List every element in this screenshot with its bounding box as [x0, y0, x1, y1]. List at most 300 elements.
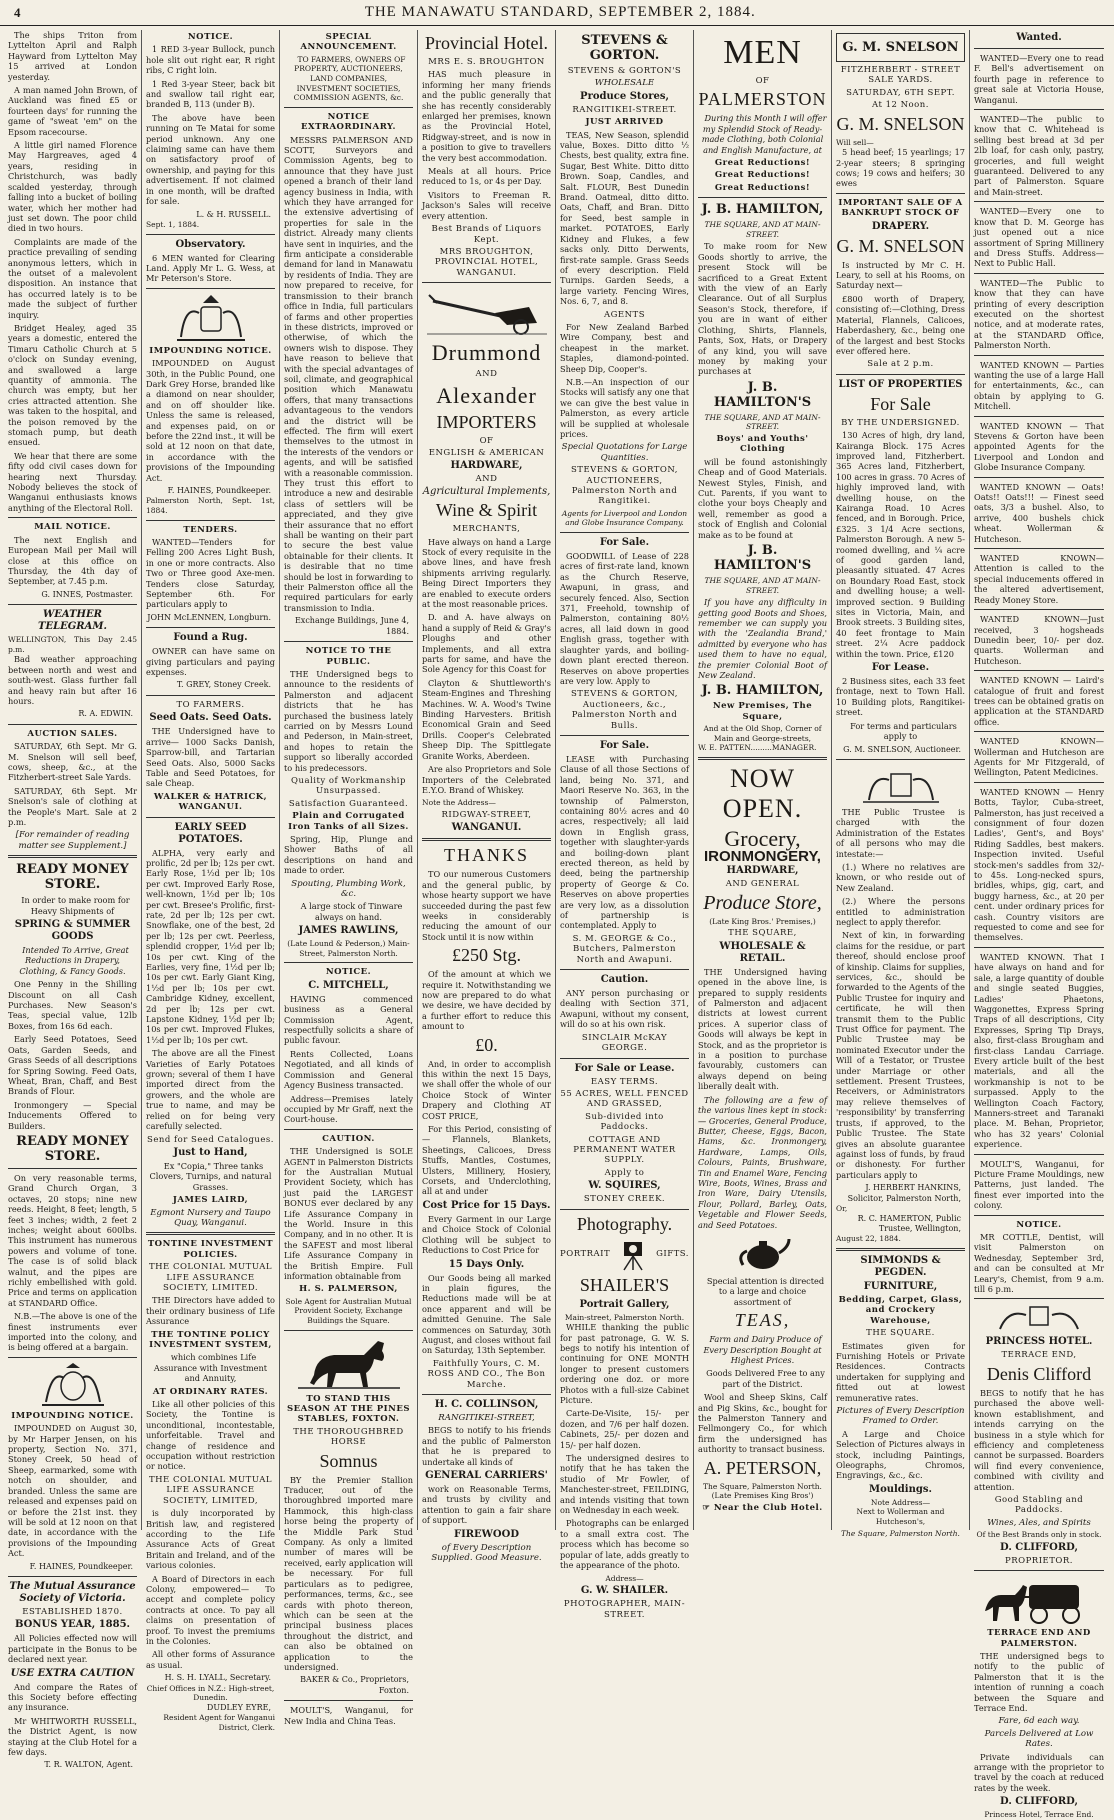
delivery: Goods Delivered Free to any part of the District. — [706, 1368, 825, 1389]
seed-oats-heading: Seed Oats. Seed Oats. — [149, 712, 272, 724]
teapot-icon — [733, 1233, 793, 1273]
wanted-item: WANTED KNOWN — That Stevens & Gorton have been appointed Agents for the Liverpool and London and Globe Insurance Company. — [974, 420, 1104, 473]
cml-heading: THE COLONIAL MUTUAL LIFE ASSURANCE SOCIETY, LIMITED. — [148, 1262, 273, 1293]
firewood: FIREWOOD — [453, 1528, 520, 1540]
auction-item: SATURDAY, 6th Sept. Mr G. M. Snelson will sell beef, cows, sheep, &c., at the Fitzherbert-street Sale Yards. — [8, 741, 137, 783]
merchants: MERCHANTS, — [452, 524, 521, 535]
jb-hamilton-address: THE SQUARE, AND AT MAIN-STREET. — [704, 575, 821, 595]
thanks-body: Every Garment in our Large and Choice Stock of Colonial Clothing will be subject to Reductions to Cost Price for — [422, 1213, 551, 1256]
produce-store: Produce Store, — [703, 891, 822, 914]
sp-body: Estimates given for Furnishing Hotels or Private Residences. Contracts undertaken for supplying and fitted out at lowest remunerative rates. — [836, 1340, 965, 1403]
pictures-line: Pictures of Every Description Framed to Order. — [836, 1406, 965, 1427]
organ-for-sale: On very reasonable terms, Grand Church Organ, 3 octaves, 20 stops; nine new reeds. Height, 8 feet; length, 5 feet 3 inches; width, 2 feet 2 inches; weight about 600lbs. This instrument has numerous powers and volume of tone. The case is of solid black walnut, and the pipes are richly embellished with gold. Price and terms on application at STANDARD Office. — [8, 1172, 137, 1308]
photography-heading: Photography. — [576, 1213, 673, 1234]
ready-money-body: Ironmongery — Special Inducements Offered to Builders. — [8, 1099, 137, 1131]
terms-line: For terms and particulars apply to — [850, 720, 957, 742]
private-line: Private individuals can arrange with the proprietor to travel by the coach at reduced rates by the week. — [974, 1751, 1104, 1793]
column-5 — [556, 30, 694, 1620]
for-sale-signature: STEVENS & GORTON, Auctioneers, &c., Palmerston North and Bulls. — [570, 689, 678, 731]
peterson-address: The Square, Palmerston North. (Late Premises King Bros') — [703, 1481, 822, 1501]
thanks-body: TO our numerous Customers and the general public, by whose hearty support we have succeeded during the past few weeks in considerably reducing the amount of our Stock until it is now within — [422, 869, 551, 942]
saturday-line: SATURDAY, 6TH SEPT. — [846, 87, 955, 98]
now-open: NOW OPEN. — [722, 764, 803, 823]
seed-oats-body: THE Undersigned have to arrive— 1000 Sacks Danish, Sparrow-bill, and Tartarian Seed Oats. Also, 5000 Sacks Table and Seed Potatoes, for sale Cheap. — [146, 726, 275, 789]
lease-body: 2 Business sites, each 33 feet frontage, next to Town Hall. 10 Building plots, Rangitikei-street. — [836, 676, 965, 718]
impounding-date: Palmerston North, Sept. 1st, 1884. — [146, 496, 275, 515]
wine-spirit: Wine & Spirit — [435, 500, 538, 521]
fifteen-days: 15 Days Only. — [448, 1258, 525, 1270]
english-american: ENGLISH & AMERICAN — [428, 447, 545, 458]
men-heading: MEN — [723, 34, 802, 71]
tontine-system-body: which combines Life Assurance with Investment and Annuity, — [153, 1352, 268, 1384]
just-arrived: JUST ARRIVED — [585, 117, 664, 128]
impounding-signature: F. HAINES, Poundkeeper. — [167, 486, 271, 495]
shailer-prices: Carte-De-Visite, 15/- per dozen, and 7/6 per half dozen. Cabinets, 25/- per dozen and 15/- per half dozen. — [560, 1408, 689, 1450]
news-item: Bridget Healey, aged 35 years a domestic, entered the Timaru Catholic Church at 5 o'clock on Sunday evening, and swallowed a large quantity of ammonia. The church was empty, but her cries attracted attention. She was taken to the hospital, and the poison removed by the stomach pump, but death ensued. — [8, 322, 137, 448]
found-rug-heading: Found a Rug. — [173, 632, 248, 644]
stevens-gorton-heading: STEVENS & GORTON. — [581, 33, 668, 63]
drapery: DRAPERY. — [871, 220, 930, 232]
tontine-system-heading: THE TONTINE POLICY INVESTMENT SYSTEM, — [149, 1329, 272, 1350]
established-line: ESTABLISHED 1870. — [22, 1606, 123, 1617]
news-item: We hear that there are some fifty odd civil cases down for hearing next Thursday. Nobody believes the stock of Wanganui enthusiasts knows anything of the Electoral Roll. — [8, 450, 137, 513]
portrait-word: PORTRAIT — [560, 1249, 611, 1260]
ready-money-store-heading: READY MONEY STORE. — [16, 862, 129, 893]
hotel-crest-icon — [994, 1303, 1084, 1333]
wanted-item: WANTED KNOWN — Laird's catalogue of fruit and forest trees can be obtained gratis on application at the STANDARD office. — [974, 675, 1104, 727]
wanted-item: WANTED—The Public to know that they can have printing of every description executed on the shortest notice, and at moderate rates, at the STANDARD Office, Palmerston North. — [974, 277, 1104, 351]
thanks-body: For this Period, consisting of— Flannels, Blankets, Sheetings, Calicoes, Dress Stuffs, Mantles, Costumes, Ulsters, Millinery, Hosiery, Corsets, and Underclothing, all at and under — [422, 1124, 551, 1197]
cost-price: Cost Price for 15 Days. — [422, 1199, 551, 1211]
hotel-visitors: Visitors to Freeman R. Jackson's Sales will receive every attention. — [422, 189, 551, 221]
observatory-body: 6 MEN wanted for Clearing Land. Apply Mr L. G. Wess, at Mr Peterson's Store. — [146, 252, 275, 284]
bankrupt-body: £800 worth of Drapery, consisting of:—Clothing, Dress Material, Flannels, Calicoes, Haberdashery, &c., being one of the largest and best Stocks ever offered here. — [836, 293, 965, 356]
royal-arms-icon — [175, 293, 247, 343]
notice-extraordinary-heading: NOTICE EXTRAORDINARY. — [301, 111, 396, 133]
mouldings: Mouldings. — [869, 1483, 932, 1495]
wanted-item: WANTED—The public to know that C. Whitehead is selling best bread at 3d per 2lb loaf, for cash only, pastry, groceries, and full weight guaranteed. Delivered to any part of Palmerston. Square and Main-street. — [974, 114, 1104, 197]
farm-produce: Farm and Dairy Produce of Every Description Bought at Highest Prices. — [703, 1334, 822, 1365]
easy-terms: EASY TERMS. — [590, 1076, 659, 1087]
wanted-item: MOULT'S, Wanganui, for Picture Frame Mouldings, new Patterns, just landed. The finest ever imported into the colony. — [974, 1158, 1104, 1211]
mail-notice-signature: G. INNES, Postmaster. — [41, 589, 133, 599]
horse-heading: THE THOROUGHBRED HORSE — [293, 1426, 404, 1448]
coat-of-arms-icon — [38, 1362, 108, 1408]
properties-list: 130 Acres of high, dry land, Kairanga Block. 175 Acres improved land, Fitzherbert. 365 Acres land, Fitzherbert, 100 acres in grass. 70 Acres of highly improved land, with dwelling house, on the Kairanga Road. 10 Acres fenced, and in Borough. Price, £325. 3 1/4 Acre sections, Palmerston Borough. A new 5-roomed dwelling, and ¼ acre of good garden land, pleasantly situated. 47 Acres on Boundary Road East, stock and dwelling house; a well-improved section. 9 Building sites in Victoria, Main, and Brook streets. 3 Building sites, 40 feet frontage to Main street. 2¼ Acre paddock within the town. Price, £120 — [836, 430, 965, 659]
to-farmers-heading: TO FARMERS. — [176, 699, 245, 710]
bankrupt-heading: IMPORTANT SALE OF A BANKRUPT STOCK OF — [838, 197, 963, 219]
spring-summer-goods: SPRING & SUMMER GOODS — [14, 919, 131, 943]
furniture: FURNITURE, — [863, 1280, 938, 1292]
auction-item: SATURDAY, 6th Sept. Mr Snelson's sale of clothing at the People's Mart. Sale at 2 p.m. — [8, 785, 137, 827]
bonus-body: All Policies effected now will participate in the Bonus to be declared next year. — [8, 1633, 137, 1665]
produce-stores: Produce Stores, — [580, 90, 669, 102]
agents-heading: AGENTS — [603, 309, 646, 320]
agricultural-implements: Agricultural Implements, — [422, 485, 551, 497]
mitchell-name: C. MITCHELL, — [308, 979, 389, 991]
stoney-creek: STONEY CREEK. — [583, 1194, 666, 1205]
ordinary-rates: AT ORDINARY RATES. — [152, 1386, 269, 1397]
shailer-signature: G. W. SHAILER. — [580, 1585, 669, 1597]
impounding-body: IMPOUNDED on August 30, by Mr Harper Jensen, on his property, Section No. 371, Stoney Creek, 50 head of Sheep, earmarked, some with notch on shoulder, and branded. Unless the same are released and expenses paid on or before the 21st inst. they will be sold at 12 noon on that date, in accordance with the provisions of the Impounding Act. — [8, 1423, 137, 1559]
store-list: The following are a few of the various lines kept in stock:— Groceries, General Produce, Butter, Cheese, Eggs, Bacon, Hams, &c. Ironmongery, Hardware, Lamps, Oils, Colours, Paints, Brushware, Tin and Enamel Ware, Fencing Wire, Boots, Wines, Brass and Iron Ware, Dairy Utensils, Flour, Pollard, Barley, Oats, Vegetable and Flower Seeds, and Seed Potatoes. — [698, 1094, 827, 1230]
hotel-signature: MRS BROUGHTON, PROVINCIAL HOTEL, WANGANUI. — [434, 246, 539, 278]
note-address: Note Address— — [870, 1497, 931, 1507]
for-sale-body: LEASE with Purchasing Clause of all those Sections of land, being No. 371, and Maori Reserve No. 363, in the township of Palmerston, containing 80½ acres and 40 acres, respectively; all laid down in English grass, together with slaughter-yards and boiling-down plant erected thereon, as held by deed, being the partnership property of George & Co. Reserves on above properties are very low, as a dissolution of partnership is contemplated. Apply to — [560, 753, 689, 931]
mitchell-body: Address—Premises lately occupied by Mr Graff, next the Court-house. — [284, 1093, 413, 1125]
wanted-item: WANTED KNOWN — Parties wanting the use of a large Hall for entertainments, &c., can obtain by applying to G. Mitchell. — [974, 359, 1104, 412]
sale-time: Sale at 2 p.m. — [867, 359, 934, 370]
teas: TEAS, — [734, 1310, 791, 1331]
weather-body: Bad weather approaching between north and west and south-west. Glass further fall and heavy rain but after 16 hours. — [8, 654, 137, 706]
tontine-heading: TONTINE INVESTMENT POLICIES. — [147, 1239, 274, 1260]
weather-signature: R. A. EDWIN. — [78, 709, 133, 719]
sg-agents: For New Zealand Barbed Wire Company, best and cheapest in the market. Staples, diamond-pointed. Sheep Dip, Cooper's. — [560, 321, 689, 374]
column-1 — [4, 30, 142, 1770]
near-club-hotel: ☞ Near the Club Hotel. — [702, 1502, 823, 1513]
squires-name: W. SQUIRES, — [588, 1180, 661, 1192]
trustee-item: (2.) Where the persons entitled to administration neglect to apply therefor. — [836, 896, 965, 927]
notice-body: 1 RED 3-year Bullock, punch hole slit out right ear, R right ribs, C right loin. — [146, 44, 275, 76]
observatory-heading: Observatory. — [175, 238, 246, 250]
coach-heading: TERRACE END AND PALMERSTON. — [987, 1628, 1091, 1649]
horse-body: BY the Premier Stallion Traducer, out of the thoroughbred imported mare Hammock, this high-class horse being the property of the Middle Park Stud Company. As only a limited number of mares will be received, early application will be necessary. For full particulars as to pedigree, performances, terms, &c., see cards with photo thereon, which can be seen at the principal business places throughout the district, and can also be obtained on application to the undersigned. — [284, 1474, 413, 1672]
sg-signature: STEVENS & GORTON, AUCTIONEERS, Palmerston North and Rangitikei. — [570, 465, 678, 507]
hotel-body: HAS much pleasure in informing her many friends and the public generally that she has recently considerably enlarged her premises, known as the Provincial Hotel, Ridgway-street, and is now in a position to give to travellers the very best accommodation. — [422, 69, 551, 163]
organ-note: N.B.—The above is one of the finest instruments ever imported into the colony, and is being offered at a bargain. — [8, 1311, 137, 1353]
caution-body: THE Undersigned is SOLE AGENT in Palmerston Districts for the Australian Mutual Provident Society, which has just paid the LARGEST BONUS ever declared by any Life Assurance Company in the World. Insure in this Company, and in no other. It is the SAFEST and most liberal Life Assurance Company in the British Empire. Full information obtainable from — [284, 1146, 413, 1281]
column-7 — [832, 30, 970, 1538]
notice-body: 1 Red 3-year Steer, back bit and swallow tail right ear, branded B, 113 (under B). — [146, 78, 275, 110]
ready-money-body: Early Seed Potatoes, Seed Oats, Garden Seeds, and Grass Seeds of all descriptions for Spring Sowing. Feed Oats, Wheat, Bran, Chaff, and Best Brands of Flour. — [8, 1034, 137, 1097]
wanted-item: WANTED KNOWN—Wollerman and Hutcheson are Agents for Mr Fitzgerald, of Wellington, Patent Medicines. — [974, 736, 1104, 778]
princess-body: BEGS to notify that he has purchased the above well-known establishment, and intends carrying on the business in a style which for efficiency and completeness cannot be surpassed. Boarders will find every convenience, combined with civility and attention. — [974, 1387, 1104, 1492]
brands-line: Of the Best Brands only in stock. — [976, 1530, 1102, 1540]
grocery: Grocery, — [724, 826, 801, 851]
caution-heading: Caution. — [600, 974, 649, 986]
column-4 — [418, 30, 556, 1564]
hotel-liquors: Best Brands of Liquors Kept. — [431, 224, 542, 245]
collinson-body: work on Reasonable Terms, and trusts by civility and attention to gain a fair share of support. — [422, 1484, 551, 1526]
spouting-line: Spouting, Plumbing Work, &c. — [291, 878, 406, 900]
wanted-item: WANTED—Every one to know that D. M. George has just opened out a nice assortment of Spring Millinery and Dress Stuffs. Address—Next to Public Hall. — [974, 206, 1104, 269]
trustee-item: (1.) Where no relatives are known, or who reside out of New Zealand. — [836, 861, 965, 893]
jb-hamilton-heading: J. B. HAMILTON, — [701, 683, 824, 699]
subdivided-line: Sub-divided into Paddocks. — [585, 1111, 664, 1133]
ready-money-body: Intended To Arrive, Great Reductions in Drapery, Clothing, & Fancy Goods. — [19, 945, 129, 976]
caution-heading: CAUTION. — [322, 1133, 375, 1144]
manager-line: W. E. PATTEN.........MANAGER. — [698, 743, 817, 753]
extra-caution-heading: USE EXTRA CAUTION — [10, 1667, 135, 1679]
boots-body: If you have any difficulty in getting good Boots and Shoes, remember we can supply you with the 'Zealandia Brand,' admitted by everyone who has used them to have no equal, the premier Colonial Boot of New Zealand. — [698, 597, 827, 680]
impounding-body: IMPOUNDED on August 30th, in the Public Pound, one Dark Grey Horse, branded like a diamond on near shoulder, and on off shoulder like. Unless the same is released, and expenses paid, on or before the 22nd inst., it will be sold at 12 noon on that date, in accordance with the provisions of the Impounding Act. — [146, 358, 275, 483]
bedding-line: Bedding, Carpet, Glass, and Crockery Warehouse, — [838, 1294, 963, 1326]
cml-body: Like all other policies of this Society, the Tontine is unconditional, incontestable, unforfeitable. Travel and change of residence and occupation without restriction or notice. — [146, 1399, 275, 1472]
mail-notice-body: The next English and European Mail per Mail will close at this office on Thursday, the 4th day of September, at 7.45 p.m. — [8, 534, 137, 587]
agent-signature: T. R. WALTON, Agent. — [44, 1760, 133, 1770]
of-word: OF — [755, 76, 770, 86]
iron-tanks-body: Spring, Hip, Plunge and Shower Baths of all descriptions on hand and made to order. — [284, 834, 413, 876]
column-2 — [142, 30, 280, 1732]
cml-body: is duly incorporated by British law, and registered according to the Life Assurance Acts of Great Britain and Ireland, and of the various colonies. — [146, 1508, 275, 1571]
stevens-gorton-sub: STEVENS & GORTON'S — [567, 66, 682, 76]
mutual-assurance-heading: The Mutual Assurance Society of Victoria. — [9, 1580, 136, 1604]
news-item: Complaints are made of the practice prevailing of sending anonymous letters, which in the outset of a malevolent disposition. An instance that has occurred lately is to be made the subject of further inquiry. — [8, 236, 137, 320]
hardware: HARDWARE, — [726, 865, 799, 877]
just-to-hand-body: Ex "Copia," Three tanks Clovers, Turnips, and natural Grasses. — [149, 1160, 272, 1192]
walker-hatrick: WALKER & HATRICK, WANGANUI. — [153, 791, 268, 813]
cml-body: THE Directors have added to their ordinary business of Life Assurance — [146, 1295, 275, 1327]
sale-lease-heading: For Sale or Lease. — [574, 1062, 675, 1074]
impounding-heading: IMPOUNDING NOTICE. — [149, 345, 272, 356]
shailer-body: WHILE thanking the public for past patronage, G. W. S. begs to notify his intention of continuing for ONE MONTH longer to present customers ordering one doz. or more Photos with a full-size Cabinet Picture. — [560, 1322, 689, 1405]
teas-body: Special attention is directed to a large and choice assortment of — [706, 1275, 825, 1307]
princess-hotel: PRINCESS HOTEL. — [985, 1336, 1093, 1348]
clifford-address: Princess Hotel, Terrace End. — [984, 1810, 1094, 1820]
wanted-item: WANTED KNOWN — Henry Botts, Taylor, Cuba-street, Palmerston, has just received a consignment of four dozen Ladies', Gent's, and Boys' Riding Saddles, best makers. Inspection invited. Useful stock-men's saddles from 32/- to 45s. Long-necked spurs, bridles, whips, gig, cart, and buggy harness, &c., at 20 per cent. under ordinary prices for cash. Country visitors are requested to come and see for themselves. — [974, 786, 1104, 943]
provincial-hotel-heading: Provincial Hotel. — [425, 33, 548, 53]
caution-address: Sole Agent for Australian Mutual Provident Society, Exchange Buildings the Square. — [285, 1296, 412, 1325]
terrace-end: TERRACE END, — [1001, 1350, 1077, 1361]
drummond-also: Are also Proprietors and Sole Importers of the Celebrated E.Y.O. Brand of Whiskey. — [422, 764, 551, 795]
pointing-hand-icon: ☞ — [702, 1502, 714, 1513]
and-general: AND GENERAL — [725, 879, 800, 890]
ready-money-body: One Penny in the Shilling Discount on all Cash Purchases. New Season's Teas, special value, 12lb Boxes, from 16s 6d each. — [8, 979, 137, 1031]
for-sale-heading: For Sale. — [599, 739, 650, 751]
gms-signature: G. M. SNELSON, Auctioneer. — [843, 744, 961, 754]
great-reductions: Great Reductions! — [714, 158, 811, 169]
cml-body: A Board of Directors in each Colony, empowered— To accept and complete policy contracts at once. To pay all claims on presentation of proof. To invest the premiums in the Colonies. — [146, 1573, 275, 1646]
moult-ad: MOULT'S, Wanganui, for New India and China Teas. — [284, 1705, 413, 1726]
satisfaction-line: Satisfaction Guaranteed. — [288, 798, 409, 809]
tinware-line: A large stock of Tinware always on hand. — [300, 901, 403, 922]
laird-address: Egmont Nursery and Taupo Quay, Wanganui. — [150, 1207, 271, 1228]
wanted-item: WANTED KNOWN—Attention is called to the special inducements offered in the altered advertisement, Ready Money Store. — [974, 553, 1104, 605]
ready-money-body: In order to make room for Heavy Shipments of — [21, 895, 130, 916]
coach-body: THE undersigned begs to notify to the public of Palmerston that it is the intention of running a coach between the Square and Terrace End. — [974, 1650, 1104, 1713]
potato-body: The above are all the Finest Varieties of Early Potatoes grown; several of them I have imported direct from the growers, and the whole are true to name, and may be relied on for being very carefully selected. — [146, 1048, 275, 1132]
for-sale-signature: S. M. GEORGE & Co., Butchers, Palmerston North and Awapuni. — [572, 933, 677, 965]
gms-heading: G. M. SNELSON — [836, 113, 965, 134]
tenders-heading: TENDERS. — [183, 524, 238, 535]
collinson-body: BEGS to notify to his friends and the public of Palmerston that he is prepared to undertake all kinds of — [422, 1425, 551, 1467]
general-carriers: GENERAL CARRIERS' — [425, 1470, 548, 1481]
trustee-body: Next of kin, in forwarding claims for the residue, or part thereof, should enclose proof of kinship. Claims for supplies, services, &c., should be forwarded to the Agents of the Public Trustee for inquiry and certificate, he will then transmit them to the Public Trust Office for payment. The Public Trustee may be nominated Executor under the Will of a Testator, or Trustee under Marriage or other settlement. Present Trustees, Receivers, or Administrators may relieve themselves of 'responsibility' by transferring trusts, if approved, to the Public Trustee. The State gives an absolute guarantee against loss of funds, by fraud or dishonesty. For further particulars apply to — [836, 930, 965, 1180]
amount-stg: £250 Stg. — [451, 945, 521, 966]
collinson-name: H. C. COLLINSON, — [434, 1398, 539, 1410]
noon-line: At 12 Noon. — [872, 100, 929, 111]
column-8 — [970, 30, 1108, 1820]
old-shop: And at the Old Shop, Corner of Main and George-streets, — [703, 724, 822, 743]
iron-tanks-heading: Plain and Corrugated Iron Tanks of all Sizes. — [288, 811, 409, 832]
drummond-address: RIDGWAY-STREET, — [441, 809, 532, 820]
seed-catalogues: Send for Seed Catalogues. — [147, 1134, 274, 1145]
rawlins-name: JAMES RAWLINS, — [298, 925, 399, 937]
notice-heading: NOTICE. — [187, 32, 234, 42]
news-item: A little girl named Florence May Hargreaves, aged 4 years, residing in Christchurch, was badly scalded yesterday, through falling into a bucket of boiling water, which her mother had just set down. The poor child died in two hours. — [8, 140, 137, 234]
cml-address: Chief Offices in N.Z.: High-street, Dunedin. — [146, 1683, 275, 1703]
of-word: OF — [479, 435, 494, 446]
notice-heading: NOTICE. — [1016, 1219, 1062, 1230]
notice-public-heading: NOTICE TO THE PUBLIC. — [305, 646, 392, 667]
thanks-signature: Faithfully Yours, C. M. ROSS AND CO., The Bon Marche. — [427, 1358, 546, 1390]
will-sell: Will sell— — [836, 137, 874, 147]
cml-heading: THE COLONIAL MUTUAL LIFE ASSURANCE SOCIETY, LIMITED, — [148, 1474, 273, 1506]
rangitikei-street: RANGITIKEI-STREET. — [572, 104, 677, 115]
supplement-note: [For remainder of reading matter see Supplement.] — [15, 830, 130, 851]
by-undersigned: BY THE UNDERSIGNED. — [841, 417, 960, 428]
notice-date: Sept. 1, 1884. — [146, 219, 200, 229]
mitchell-body: HAVING commenced business as a General Commission Agent, respectfully solicits a share of public favour. — [284, 993, 413, 1046]
special-quotations: Special Quotations for Large Quantities. — [561, 442, 688, 463]
cml-agent-title: Resident Agent for Wanganui District, Clerk. — [163, 1713, 275, 1732]
drummond: Drummond — [431, 340, 542, 366]
dentist-notice: MR COTTLE, Dentist, will visit Palmerston on Wednesday, September 3rd, and can be consulted at Mr Leary's, Chemist, from 9 a.m. till 6 p.m. — [974, 1232, 1104, 1295]
portrait-gifts-row — [560, 1238, 689, 1272]
shailer-body: The undersigned desires to notify that he has taken the studio of Mr Fowler, of Manchester-street, FEILDING, and intends visiting that town on Wednesday in each week. — [560, 1453, 689, 1516]
alexander: Alexander — [436, 382, 537, 408]
great-reductions: Great Reductions! — [714, 182, 811, 193]
sp-body: A Large and Choice Selection of Pictures always in stock, including Paintings, Oleographs, Chromos, Engravings, &c., &c. — [836, 1428, 965, 1481]
horse-icon — [294, 1335, 404, 1391]
auction-sales-heading: AUCTION SALES. — [27, 728, 118, 739]
drummond-body: D. and A. have always on hand a supply of Reid & Gray's Ploughs and other Implements, and all extra parts for same, and have the Sole Agency for this Coast for — [422, 612, 551, 675]
gallery-address: Main-street, Palmerston North. — [564, 1312, 685, 1322]
importers: IMPORTERS — [436, 411, 537, 432]
sg-list: TEAS, New Season, splendid value, Boxes. Ditto ditto ½ Chests, best quality, extra fine. Sugar, Best White. Ditto ditto Brown. Soap, Candles, and Salt. FLOUR, Best Dunedin Brand. Oatmeal, ditto ditto. Oats, Chaff, and Bran. Ditto for Seed, best sample in market. POTATOES, Early Kidney and Flukes, a few sacks only. Ditto Derwents, first-rate sample. Grass Seeds of every description. Field Turnips. Garden Seeds, a large variety. Fencing Wires, Nos. 6, 7, and 8. — [560, 129, 689, 307]
notice-signature: L. & H. RUSSELL. — [196, 209, 271, 219]
wholesale-retail: WHOLESALE & RETAIL. — [719, 940, 806, 964]
caution-body: And compare the Rates of this Society before effecting any insurance. — [8, 1681, 137, 1713]
for-sale: For Sale — [870, 393, 931, 414]
jb-hamilton-heading: J. B. HAMILTON, — [701, 202, 824, 218]
boys-body: will be found astonishingly Cheap and of Good Materials. Newest Styles, Finish, and Cut. Parents, if you want to clothe your boys Cheaply and well, remember as good a stock of English and Colonial make as to be found at — [698, 456, 827, 540]
column-3 — [280, 30, 418, 1726]
great-reductions: Great Reductions! — [714, 170, 811, 181]
properties-heading: LIST OF PROPERTIES — [838, 378, 963, 390]
mail-notice-heading: MAIL NOTICE. — [34, 522, 111, 533]
jb-hamilton-heading: J. B. HAMILTON'S — [713, 379, 812, 410]
drummond-list: Clayton & Shuttleworth's Steam-Engines and Threshing Machines. W. A. Wood's Twine Binding Harvesters. British Economical Grain and Seed Drills. Cooper's Celebrated Sheep Dip. The Spittlegate Granite Works, Aberdeen. — [422, 677, 551, 761]
gifts-word: GIFTS. — [656, 1249, 689, 1260]
stock-list: 5 head beef; 15 yearlings; 17 2-year steers; 8 springing cows; 19 cows and heifers; 30 ewes — [836, 147, 965, 189]
columns — [4, 30, 1110, 1820]
notice-heading: NOTICE. — [325, 967, 372, 978]
caution-signature: SINCLAIR McKAY GEORGE. — [581, 1032, 668, 1054]
trustee-date: August 22, 1884. — [836, 1234, 901, 1244]
next-to: Next to Wollerman and Hutcheson's, — [856, 1507, 945, 1527]
acres-line: 55 ACRES, WELL FENCED AND GRASSED, — [560, 1088, 689, 1110]
newspaper-title: THE MANAWATU STANDARD, SEPTEMBER 2, 1884. — [364, 4, 756, 20]
hardware: HARDWARE, — [450, 460, 523, 472]
cml-body: All other forms of Assurance as usual. — [146, 1649, 275, 1670]
notice-public-body: THE Undersigned begs to announce to the residents of Palmerston and adjacent districts that he has purchased the business lately carried on by Messrs Lound and Pederson, in Main-street, and hopes to retain the support so liberally accorded to his predecessors. — [284, 668, 413, 773]
men-body: During this Month I will offer my Splendid Stock of Ready-made Clothing, both Colonial and English Manufacture, at — [701, 113, 827, 155]
caution-signature: H. S. PALMERSON, — [299, 1284, 398, 1295]
and-word: AND — [475, 369, 498, 380]
horse-name: Somnus — [319, 1450, 378, 1471]
cottage-line: COTTAGE AND PERMANENT WATER SUPPLY. — [573, 1134, 676, 1166]
found-rug-signature: T. GREY, Stoney Creek. — [176, 680, 271, 690]
the-square: THE SQUARE, — [728, 928, 797, 939]
wanted-heading: Wanted. — [1016, 32, 1062, 43]
potato-list: ALPHA, very early and prolific, 2d per lb; 12s per cwt. Early Rose, 1½d per lb; 10s per cwt. Improved Early Rose, well-known, 1½d per lb; 10s per cwt. Bresee's Prolific, first-rate, 2d per lb; 12s per cwt. Snowflake, one of the best, 2d per lb; 12s per cwt. Peerless, splendid cropper, 1½d per lb; 10s per cwt. King of the Earlies, very fine, 1½d per lb; 10s per cwt. Early Giant King, 1½d per lb; 10s per cwt. Cambridge Kidney, excellent, 2d per lb; 12s per cwt. Lapstone Kidney, 1½d per lb; 10s per cwt. Improved Flukes, 1½d per lb; 10s per cwt. — [146, 847, 275, 1045]
boys-clothing: Boys' and Youths' Clothing — [716, 433, 809, 455]
public-trust-arms-icon — [861, 764, 941, 804]
apply-line: Apply to — [604, 1167, 645, 1178]
laird-name: JAMES LAIRD, — [172, 1195, 249, 1206]
collinson-address: RANGITIKEI-STREET, — [438, 1412, 535, 1423]
fitzherbert-yards: FITZHERBERT - STREET SALE YARDS. — [840, 65, 961, 86]
firewood-sub: of Every Description Supplied. Good Measure. — [431, 1542, 542, 1564]
fare: Fare, 6d each way. — [998, 1716, 1080, 1727]
for-sale-body: GOODWILL of Lease of 228 acres of first-rate land, known as the Church Reserve, Awapuni, in grass, and securely fenced. Also, Section 371, Freehold, township of Palmerston, containing 80½ acres, all laid down in good English grass, together with slaughter yards, and boiling-down plant erected thereon. Reserves on above properties are very low. Apply to — [560, 551, 689, 686]
sg-agent: Agents for Liverpool and London and Globe Insurance Company. — [561, 508, 688, 528]
drummond-note: Note the Address— — [422, 798, 496, 808]
square-palmerston: The Square, Palmerston North. — [841, 1528, 960, 1538]
wines-ales: Wines, Ales, and Spirits — [987, 1517, 1091, 1528]
for-lease: For Lease. — [871, 662, 930, 674]
notice-extraordinary-address: Exchange Buildings, June 4, 1884. — [294, 616, 409, 636]
notice-body: The above have been running on Te Matai for some period unknown. Any one claiming same can have them on satisfactory proof of ownership, and paying for this advertisement. If not claimed in one month, will be drafted for sale. — [146, 112, 275, 207]
mitchell-body: Rents Collected, Loans Negotiated, and all kinds of Commission and General Agency Business transacted. — [284, 1048, 413, 1091]
stand-heading: TO STAND THIS SEASON AT THE PINES STABLES, FOXTON. — [287, 1393, 410, 1425]
shailers-heading: SHAILER'S — [579, 1274, 670, 1295]
or-word: Or, — [836, 1203, 848, 1213]
special-announcement-heading: SPECIAL ANNOUNCEMENT. — [300, 32, 397, 53]
snelson-heading: G. M. SNELSON — [842, 40, 959, 55]
ironmongery: IRONMONGERY, — [704, 848, 821, 865]
tenders-signature: JOHN McLENNEN, Longburn. — [147, 612, 271, 622]
for-sale-heading: For Sale. — [599, 537, 650, 549]
wanted-item: WANTED KNOWN—Just received, 3 hogsheads Dunedin beer, 10/- per doz. quarts. Wollerman and Hutcheson. — [974, 614, 1104, 666]
bankrupt-body: Is instructed by Mr C. H. Leary, to sell at his Rooms, on Saturday next— — [836, 259, 965, 291]
and-word: AND — [475, 474, 498, 485]
thanks-body: And, in order to accomplish this within the next 15 Days, we shall offer the whole of our Choice Stock of Winter Drapery and Clothing AT COST PRICE, — [422, 1058, 551, 1121]
weather-dateline: WELLINGTON, This Day 2.45 p.m. — [8, 635, 137, 654]
notice-extraordinary-body: MESSRS PALMERSON AND SCOTT, Surveyors and Commission Agents, beg to announce that they have just opened a branch of their land agency business in India, with which they have arranged for the extensive advertising of properties for sale in the district. Already many clients have sent in inquiries, and the firm anticipate a considerable demand for land in Manawatu by residents of India. They are now prepared to receive, for transmission to their branch office in India, full particulars of farms and other properties in these districts, improved or otherwise, of which the owners wish to dispose. They have reason to believe that with the special advantages of soil, climate, and geographical position which Manawatu offers, that many transactions advantageous to the vendors and the district will be effected. The firm will exert themselves to the utmost in the interests of the vendors or agents, and will be satisfied with a reasonable commission. They trust this effort to introduce a new and desirable class of settlers will be appreciated, and they give their assurance that no effort shall be wanting on their part to secure the best value obtainable for their clients. It is desirable that no time should be lost in forwarding to their Palmerston office all the required particulars for early transmission to India. — [284, 134, 413, 613]
proprietor: PROPRIETOR. — [1004, 1555, 1073, 1566]
jb-hamilton-address: THE SQUARE, AND AT MAIN-STREET. — [704, 220, 821, 239]
page-number: 4 — [14, 4, 21, 20]
trustee-signature: J. HERBERT HANKINS, Solicitor, Palmerston North, — [847, 1183, 961, 1203]
just-to-hand-heading: Just to Hand, — [173, 1146, 248, 1158]
snelson-banner — [836, 33, 965, 62]
trustee-signature: R. C. HAMERTON, Public Trustee, Wellington, — [857, 1213, 961, 1233]
address-label: Address— — [605, 1573, 644, 1583]
store-body: THE Undersigned having opened in the above line, is prepared to supply residents of Palmerston and adjacent districts at lowest current prices. A superior class of Goods will always be kept in Stock, and as the proprietor is in a position to purchase favourably, customers can always depend on being liberally dealt with. — [698, 966, 827, 1092]
impounding-heading: IMPOUNDING NOTICE. — [11, 1410, 134, 1421]
column-6 — [694, 30, 832, 1530]
hotel-meals: Meals at all hours. Price reduced to 1s, or 4s per Day. — [422, 166, 551, 187]
late-premises: (Late King Bros.' Premises,) — [709, 916, 816, 926]
new-premises: New Premises, The Square, — [712, 701, 813, 722]
thanks-heading: THANKS — [443, 845, 529, 866]
found-rug-body: OWNER can have same on giving particulars and paying expenses. — [146, 646, 275, 678]
wool-body: Wool and Sheep Skins, Calf and Pig Skins, &c., bought for the Palmerston Tannery and Fellmongery Co., for which firm the undersigned has authority to transact business. — [698, 1392, 827, 1455]
wholesale: WHOLESALE — [594, 78, 655, 89]
denis-clifford: Denis Clifford — [986, 1363, 1092, 1384]
thanks-body: Our Goods being all marked in plain figures, the Reductions made will be at once apparent and will be admitted Genuine. The Sale commences on Saturday, 30th August, and closes without fail on Saturday, 13th September. — [422, 1272, 551, 1356]
portrait-gallery: Portrait Gallery, — [579, 1298, 670, 1310]
jb-hamilton-heading: J. B. HAMILTON'S — [713, 542, 812, 573]
horse-signature: BAKER & Co., Proprietors, Foxton. — [300, 1675, 409, 1695]
clifford-name: D. CLIFFORD, — [1000, 1796, 1078, 1808]
simmonds-pegden: SIMMONDS & PEGDEN. — [860, 1254, 941, 1278]
peterson-name: A. PETERSON, — [703, 1457, 822, 1478]
clifford-name: D. CLIFFORD, — [1000, 1541, 1078, 1553]
wanted-item: WANTED KNOWN — Oats! Oats!! Oats!!! — Finest seed oats, 3/3 a bushel. Also, to arrive, 400 bushels chick wheat. Wollerman & Hutcheson. — [974, 481, 1104, 544]
